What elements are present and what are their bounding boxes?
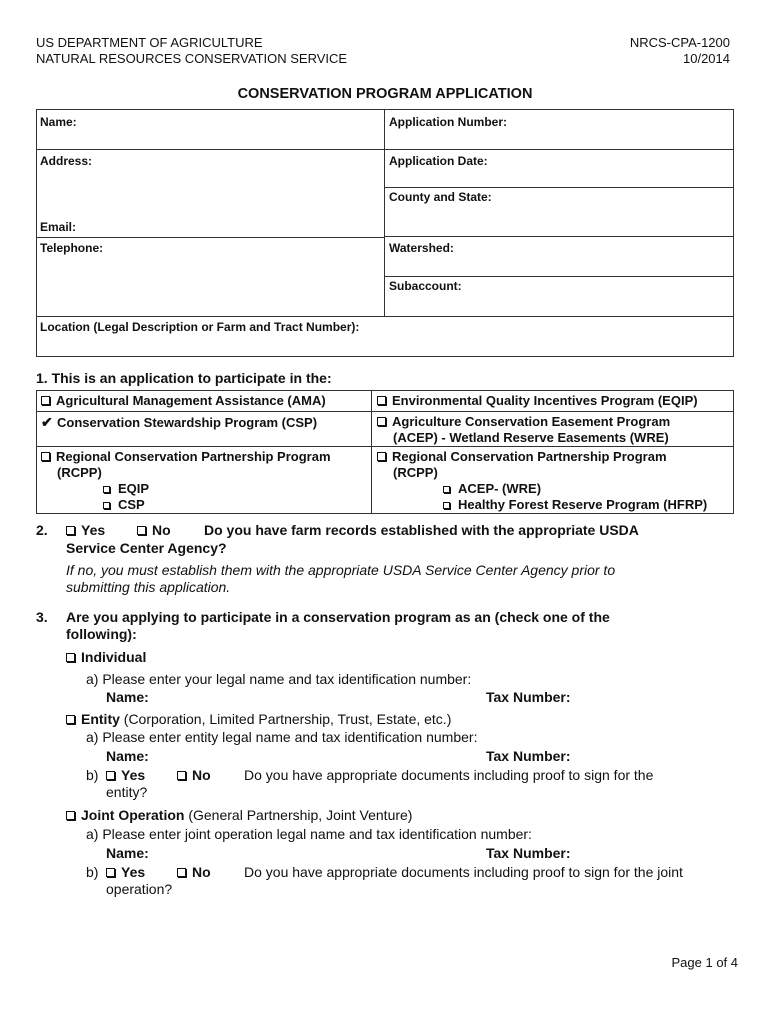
yes-label: Yes (81, 522, 106, 538)
entity-instruction: a) Please enter entity legal name and tax identification number: (86, 729, 478, 745)
checkbox-icon[interactable] (66, 526, 75, 535)
entity-documents-question: Do you have appropriate documents including proof to sign for the (244, 767, 654, 783)
joint-label: Joint Operation (81, 807, 185, 823)
section-3-question-2: following): (66, 626, 137, 642)
joint-yes[interactable] (106, 864, 145, 881)
no-label: No (152, 522, 171, 538)
page-title: CONSERVATION PROGRAM APPLICATION (237, 86, 533, 102)
section-3-number: 3. (36, 609, 48, 625)
checkbox-icon[interactable] (377, 417, 386, 426)
individual-name-field[interactable]: Name: (106, 689, 149, 705)
individual-label: Individual (81, 649, 147, 665)
section-2-question-2: Service Center Agency? (66, 540, 227, 556)
eqip-label: Environmental Quality Incentives Program (EQIP) (392, 393, 698, 408)
checkbox-icon[interactable] (103, 502, 110, 509)
option-eqip[interactable] (377, 393, 698, 409)
option-joint-operation[interactable] (66, 807, 412, 824)
entity-description: (Corporation, Limited Partnership, Trust, Estate, etc.) (119, 711, 452, 727)
yes-label: Yes (121, 767, 146, 783)
checkbox-icon[interactable] (41, 452, 50, 461)
page-number: Page 1 of 4 (671, 955, 738, 970)
section-3-question-1: Are you applying to participate in a conservation program as an (check one of the (66, 609, 610, 625)
joint-instruction: a) Please enter joint operation legal name and tax identification number: (86, 826, 532, 842)
rcpp-eqip-label: EQIP (118, 481, 150, 496)
rcpp-csp-option[interactable] (41, 497, 331, 513)
section-2-yes[interactable] (66, 522, 105, 539)
applicant-info-table (36, 109, 734, 357)
option-rcpp-left[interactable] (41, 449, 331, 513)
section-2-note-1: If no, you must establish them with the appropriate USDA Service Center Agency prior to (66, 562, 616, 578)
checkbox-icon[interactable] (443, 502, 450, 509)
form-id (630, 35, 730, 67)
telephone-field[interactable]: Telephone: (40, 241, 104, 255)
joint-documents-question-2: operation? (106, 881, 173, 897)
no-label: No (192, 864, 211, 880)
option-entity[interactable] (66, 711, 451, 728)
option-rcpp-right[interactable] (377, 449, 707, 513)
county-state-field[interactable]: County and State: (389, 190, 492, 204)
acep-label-2: (ACEP) - Wetland Reserve Easements (WRE) (393, 430, 669, 445)
location-field[interactable]: Location (Legal Description or Farm and Tract Number): (40, 320, 360, 334)
entity-b-prefix: b) (86, 767, 99, 783)
joint-name-field[interactable]: Name: (106, 845, 149, 861)
agency-line-1: US DEPARTMENT OF AGRICULTURE (36, 35, 263, 50)
yes-label: Yes (121, 864, 146, 880)
rcpp-left-label-2: (RCPP) (57, 465, 102, 480)
acep-label-1: Agriculture Conservation Easement Program (392, 414, 671, 429)
checkbox-icon[interactable] (106, 771, 115, 780)
checkbox-icon[interactable] (177, 771, 186, 780)
section-2-no[interactable] (137, 522, 171, 539)
joint-b-prefix: b) (86, 864, 99, 880)
checkbox-icon[interactable] (66, 811, 75, 820)
individual-instruction: a) Please enter your legal name and tax identification number: (86, 671, 472, 687)
section-2-note-2: submitting this application. (66, 579, 231, 595)
rcpp-acep-label: ACEP- (WRE) (458, 481, 542, 496)
entity-no[interactable] (177, 767, 211, 784)
option-ama[interactable] (41, 393, 326, 409)
name-field[interactable]: Name: (40, 115, 77, 129)
option-csp[interactable] (41, 414, 317, 431)
option-acep[interactable] (377, 414, 670, 446)
checkbox-icon[interactable] (377, 396, 386, 405)
rcpp-csp-label: CSP (118, 497, 145, 512)
rcpp-hfrp-option[interactable] (377, 497, 707, 513)
entity-tax-field[interactable]: Tax Number: (486, 748, 571, 764)
ama-label: Agricultural Management Assistance (AMA) (56, 393, 326, 408)
checkbox-icon[interactable] (103, 486, 110, 493)
entity-name-field[interactable]: Name: (106, 748, 149, 764)
section-2-number: 2. (36, 522, 48, 538)
entity-label: Entity (81, 711, 120, 727)
rcpp-right-label-1: Regional Conservation Partnership Program (392, 449, 667, 464)
application-number-field[interactable]: Application Number: (389, 115, 508, 129)
rcpp-right-label-2: (RCPP) (393, 465, 438, 480)
address-field[interactable]: Address: (40, 154, 93, 168)
individual-tax-field[interactable]: Tax Number: (486, 689, 571, 705)
option-individual[interactable] (66, 649, 146, 666)
agency-line-2: NATURAL RESOURCES CONSERVATION SERVICE (36, 51, 348, 66)
agency-name (36, 35, 347, 67)
checkbox-icon[interactable] (106, 868, 115, 877)
email-field[interactable]: Email: (40, 220, 77, 234)
section-2-question-1: Do you have farm records established with the appropriate USDA (204, 522, 639, 538)
section-1-question: 1. This is an application to participate in the: (36, 370, 332, 386)
checkbox-icon[interactable] (66, 653, 75, 662)
rcpp-acep-option[interactable] (377, 481, 707, 497)
checkbox-icon[interactable] (377, 452, 386, 461)
csp-label: Conservation Stewardship Program (CSP) (57, 415, 318, 430)
subaccount-field[interactable]: Subaccount: (389, 279, 462, 293)
checkbox-icon[interactable] (443, 486, 450, 493)
rcpp-left-label-1: Regional Conservation Partnership Program (56, 449, 331, 464)
entity-yes[interactable] (106, 767, 145, 784)
checkbox-icon[interactable] (41, 396, 50, 405)
joint-documents-question: Do you have appropriate documents including proof to sign for the joint (244, 864, 683, 880)
program-selection-table (36, 390, 734, 514)
checkmark-icon[interactable]: ✔ (41, 414, 53, 430)
checkbox-icon[interactable] (137, 526, 146, 535)
rcpp-hfrp-label: Healthy Forest Reserve Program (HFRP) (458, 497, 708, 512)
checkbox-icon[interactable] (177, 868, 186, 877)
form-number: NRCS-CPA-1200 (629, 35, 730, 50)
no-label: No (192, 767, 211, 783)
watershed-field[interactable]: Watershed: (389, 241, 454, 255)
joint-no[interactable] (177, 864, 211, 881)
form-date: 10/2014 (683, 51, 730, 66)
entity-documents-question-2: entity? (106, 784, 148, 800)
checkbox-icon[interactable] (66, 715, 75, 724)
joint-tax-field[interactable]: Tax Number: (486, 845, 571, 861)
joint-description: (General Partnership, Joint Venture) (184, 807, 413, 823)
application-date-field[interactable]: Application Date: (389, 154, 488, 168)
rcpp-eqip-option[interactable] (41, 481, 331, 497)
